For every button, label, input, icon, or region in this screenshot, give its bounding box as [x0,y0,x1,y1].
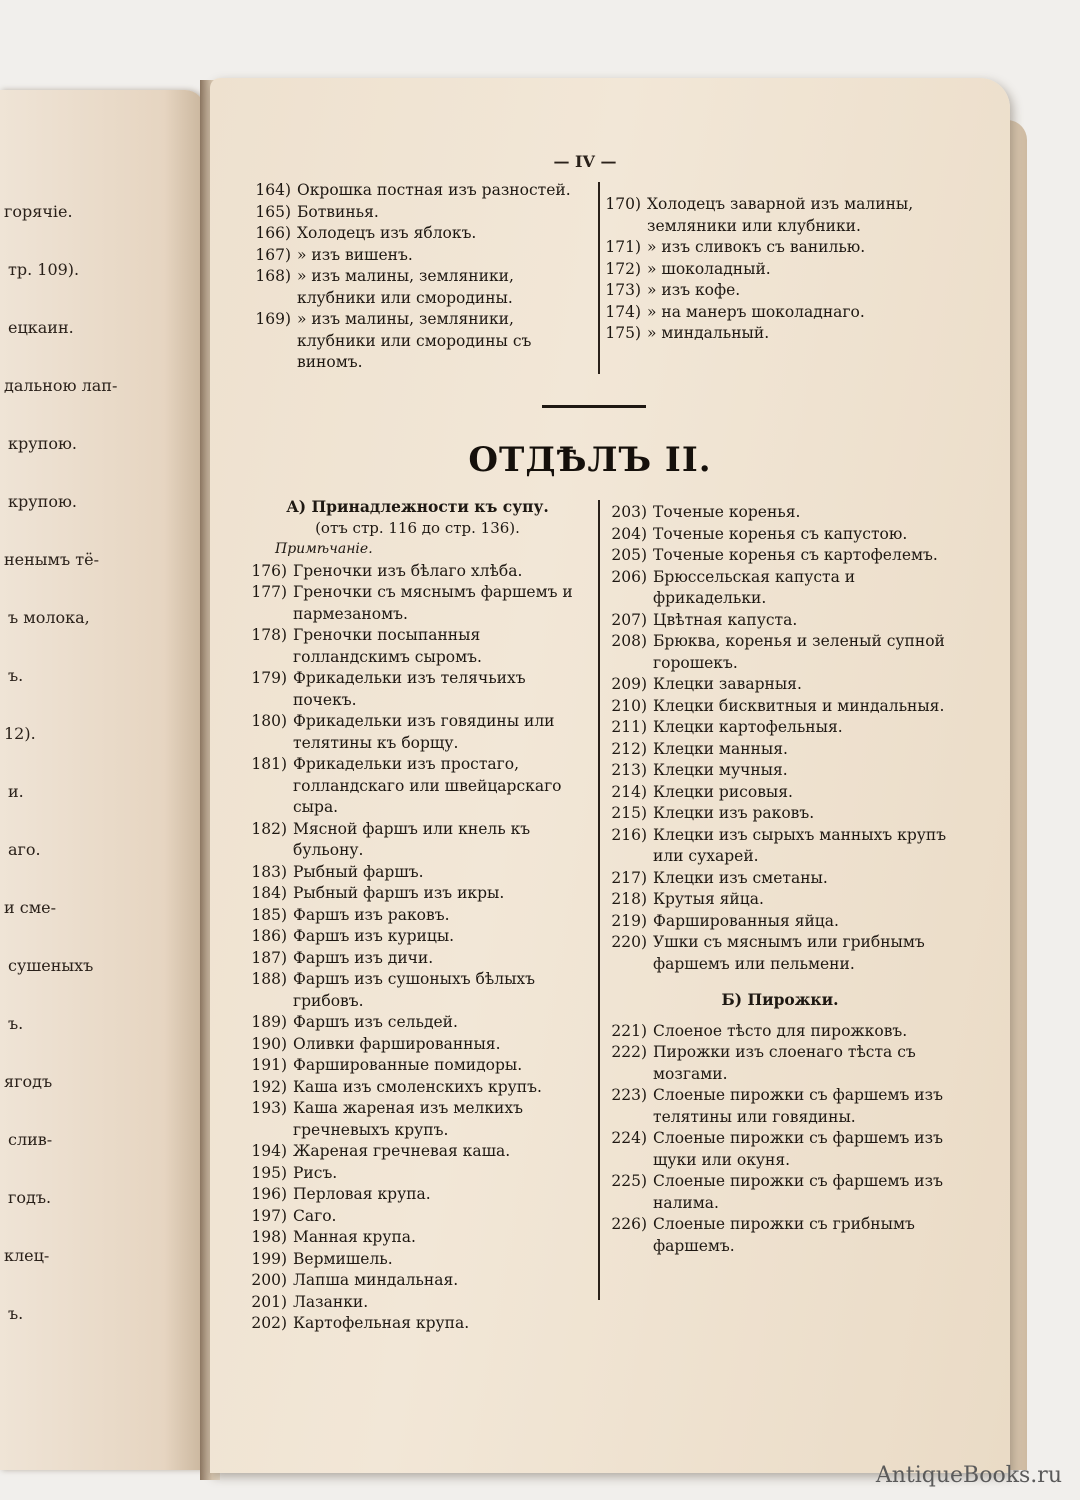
item-number: 220) [611,933,647,951]
list-item [255,223,590,245]
list-item [245,883,590,905]
item-text: Саго. [293,1206,337,1225]
item-number: 183) [251,862,287,881]
item-text: Оливки фаршированныя. [293,1034,501,1053]
list-item [255,202,590,224]
item-number: 190) [251,1034,287,1053]
item-number: 203) [611,503,647,521]
subsection-b-heading: Б) Пирожки. [721,990,839,1009]
list-item [605,932,955,975]
item-text: Клецки манныя. [653,739,788,758]
left-page-fragment: и сме- [4,898,57,917]
item-text: Точеные коренья съ капустою. [653,524,908,543]
item-text: Клецки картофельныя. [653,718,843,736]
item-number: 186) [251,927,287,945]
item-number: 177) [251,583,287,601]
list-item [605,545,955,567]
list-item [245,1141,590,1163]
item-text: Картофельная крупа. [293,1314,470,1332]
item-number: 200) [251,1271,287,1289]
list-item [245,1184,590,1206]
item-number: 178) [251,626,287,644]
list-item [605,237,950,259]
item-number: 168) [255,267,291,285]
item-text: Брюква, коренья и зеленый супной горошекъ. [653,632,945,672]
item-text: » изъ малины, земляники, клубники или смородины съ виномъ. [297,310,532,371]
item-number: 213) [611,761,647,779]
item-number: 221) [611,1021,647,1040]
item-number: 192) [251,1077,287,1096]
list-item [245,711,590,754]
list-item [245,1055,590,1077]
note-label: Примѣчаніе. [275,541,373,557]
item-text: » изъ малины, земляники, клубники или смородины. [297,267,514,307]
item-text: Пирожки изъ слоенаго тѣста съ мозгами. [653,1043,916,1083]
item-text: Ушки съ мяснымъ или грибнымъ фаршемъ или пельмени. [653,933,925,973]
item-text: Фаршъ изъ дичи. [293,948,434,967]
subsection-a-heading: А) Принадлежности къ супу. [286,497,549,516]
section-title: ОТДѢЛЪ II. [468,440,712,480]
left-page-fragment: ненымъ тё- [4,550,99,569]
item-text: Жареная гречневая каша. [293,1142,511,1160]
list-item [245,1313,590,1335]
item-text: Греночки изъ бѣлаго хлѣба. [293,561,523,580]
item-text: Фаршъ изъ сушоныхъ бѣлыхъ грибовъ. [293,970,536,1010]
list-item [245,754,590,819]
item-number: 206) [611,567,647,586]
item-number: 205) [611,546,647,564]
list-item [245,819,590,862]
list-right [605,502,955,975]
item-number: 216) [611,825,647,844]
item-text: Манная крупа. [293,1228,416,1246]
item-number: 172) [605,259,641,278]
item-number: 219) [611,911,647,930]
item-number: 199) [251,1249,287,1268]
list-item [605,1042,955,1085]
list-item [245,1163,590,1185]
left-page-fragment: ъ. [8,1014,24,1033]
top-left-column [255,180,590,374]
item-number: 204) [611,524,647,543]
item-number: 188) [251,970,287,988]
list-item [605,696,955,718]
item-text: Слоеное тѣсто для пирожковъ. [653,1021,908,1040]
item-text: Фрикадельки изъ говядины или телятины къ борщу. [293,712,555,752]
left-page-fragment: ъ молока, [8,608,90,627]
list-item [245,1034,590,1056]
left-page-fragment: 12). [4,724,36,743]
item-number: 166) [255,224,291,242]
item-number: 185) [251,905,287,924]
list-item [245,1292,590,1314]
left-page-fragment: аго. [8,840,41,859]
item-number: 215) [611,804,647,822]
item-number: 169) [255,310,291,328]
item-number: 201) [251,1292,287,1311]
item-text: Каша изъ смоленскихъ крупъ. [293,1077,542,1096]
item-text: Фаршъ изъ сельдей. [293,1013,458,1031]
item-number: 198) [251,1228,287,1246]
item-text: Клецки мучныя. [653,761,788,779]
item-text: Слоеные пирожки съ фаршемъ изъ щуки или окуня. [653,1129,943,1169]
item-text: » изъ кофе. [647,281,741,299]
item-number: 180) [251,712,287,730]
item-number: 187) [251,948,287,967]
item-text: Клецки изъ раковъ. [653,804,815,822]
item-text: Фаршированные помидоры. [293,1056,523,1074]
list-item [605,1171,955,1214]
item-number: 165) [255,202,291,221]
list-item [605,1214,955,1257]
item-text: Слоеные пирожки съ фаршемъ изъ телятины или говядины. [653,1086,943,1126]
list-item [245,969,590,1012]
column-divider-main [598,500,600,1300]
item-number: 197) [251,1206,287,1225]
item-number: 208) [611,632,647,650]
list-item [605,631,955,674]
list-b [605,1021,955,1258]
list-item [245,1098,590,1141]
item-number: 207) [611,610,647,629]
item-text: Рыбный фаршъ. [293,862,424,881]
right-column [605,502,955,1257]
item-text: Лазанки. [293,1292,369,1311]
item-number: 218) [611,890,647,908]
list-item [245,1249,590,1271]
list-item [245,668,590,711]
item-text: Каша жареная изъ мелкихъ гречневыхъ крупъ. [293,1099,523,1139]
left-page-fragment: крупою. [8,434,77,453]
item-text: Рисъ. [293,1163,338,1182]
list-item [605,502,955,524]
item-text: Фрикадельки изъ простаго, голландскаго или швейцарскаго сыра. [293,755,562,816]
list-item [605,782,955,804]
item-text: Клецки рисовыя. [653,782,793,801]
list-item [605,717,955,739]
item-number: 222) [611,1043,647,1061]
item-text: » изъ вишенъ. [297,245,413,264]
item-text: Слоеные пирожки съ грибнымъ фаршемъ. [653,1215,915,1255]
item-number: 174) [605,302,641,321]
list-item [605,803,955,825]
list-item [605,760,955,782]
left-page-fragment: тр. 109). [8,260,80,279]
item-number: 194) [251,1142,287,1160]
item-text: Фаршъ изъ раковъ. [293,905,450,924]
item-text: Точеные коренья съ картофелемъ. [653,546,938,564]
left-page-fragment: горячіе. [4,202,73,221]
list-item [255,245,590,267]
list-item [605,280,950,302]
list-item [245,1077,590,1099]
item-text: Окрошка постная изъ разностей. [297,181,571,199]
item-text: Рыбный фаршъ изъ икры. [293,884,505,902]
item-text: Цвѣтная капуста. [653,610,798,629]
item-number: 214) [611,782,647,801]
item-text: Клецки бисквитныя и миндальныя. [653,696,945,715]
item-number: 217) [611,868,647,887]
list-item [245,1012,590,1034]
left-page [0,90,205,1470]
item-number: 211) [611,718,647,736]
item-number: 181) [251,755,287,773]
list-item [605,674,955,696]
left-page-fragment: ецкаин. [8,318,74,337]
left-page-fragment: ягодъ [4,1072,53,1091]
item-text: Лапша миндальная. [293,1271,459,1289]
list-item [605,302,950,324]
list-item [245,862,590,884]
list-item [605,323,950,345]
item-text: Ботвинья. [297,202,379,221]
left-page-fragment: клец- [4,1246,50,1265]
item-text: Фрикадельки изъ телячьихъ почекъ. [293,669,526,709]
item-text: Брюссельская капуста и фрикадельки. [653,567,856,607]
item-text: Клецки изъ сырыхъ манныхъ крупъ или сухарей. [653,825,947,865]
left-page-fragment: сушеныхъ [8,956,94,975]
left-page-fragment: крупою. [8,492,77,511]
left-page-fragment: ъ. [8,1304,24,1323]
list-item [245,926,590,948]
item-text: » на манеръ шоколаднаго. [647,302,865,321]
item-text: Холодецъ заварной изъ малины, земляники или клубники. [647,195,914,235]
list-item [605,889,955,911]
item-text: » шоколадный. [647,259,771,278]
item-text: » изъ сливокъ съ ванилью. [647,238,866,256]
left-page-fragment: ъ. [8,666,24,685]
list-item [245,561,590,583]
left-page-fragment: дальною лап- [4,376,118,395]
list-item [605,868,955,890]
list-item [255,266,590,309]
list-item [605,610,955,632]
left-column [245,496,590,1335]
list-left [245,561,590,1335]
left-page-fragment: годъ. [8,1188,52,1207]
list-item [245,948,590,970]
item-number: 226) [611,1215,647,1233]
item-text: Греночки съ мяснымъ фаршемъ и пармезаномъ. [293,583,573,623]
list-item [245,1270,590,1292]
item-number: 179) [251,669,287,687]
top-right-column [605,194,950,345]
list-item [255,309,590,374]
list-item [605,567,955,610]
item-number: 212) [611,739,647,758]
item-number: 193) [251,1099,287,1117]
subsection-a-range: (отъ стр. 116 до стр. 136). [315,518,520,537]
item-number: 210) [611,696,647,715]
item-text: Слоеные пирожки съ фаршемъ изъ налима. [653,1172,943,1212]
item-number: 191) [251,1056,287,1074]
watermark: AntiqueBooks.ru [875,1463,1062,1488]
list-item [245,1227,590,1249]
item-number: 209) [611,675,647,693]
item-text: Греночки посыпанныя голландскимъ сыромъ. [293,626,482,666]
list-item [245,905,590,927]
item-text: Точеные коренья. [653,503,801,521]
item-text: Перловая крупа. [293,1185,431,1203]
item-number: 196) [251,1185,287,1203]
list-item [245,582,590,625]
item-number: 171) [605,238,641,256]
column-divider-top [598,182,600,374]
left-page-fragment: и. [8,782,24,801]
item-number: 176) [251,561,287,580]
item-text: Клецки заварныя. [653,675,802,693]
left-page-fragment: слив- [8,1130,53,1149]
item-number: 202) [251,1314,287,1332]
list-item [605,1085,955,1128]
item-text: » миндальный. [647,324,770,342]
item-number: 164) [255,181,291,199]
item-text: Фаршъ изъ курицы. [293,927,455,945]
item-text: Крутыя яйца. [653,890,764,908]
list-item [605,194,950,237]
item-text: Фаршированныя яйца. [653,911,839,930]
list-item [245,1206,590,1228]
item-number: 175) [605,324,641,342]
item-number: 189) [251,1013,287,1031]
list-item [605,524,955,546]
item-number: 195) [251,1163,287,1182]
section-rule [542,405,646,408]
item-number: 167) [255,245,291,264]
list-item [605,739,955,761]
list-item [605,911,955,933]
item-number: 184) [251,884,287,902]
list-item [255,180,590,202]
item-text: Клецки изъ сметаны. [653,868,828,887]
list-item [605,259,950,281]
list-item [605,825,955,868]
item-number: 225) [611,1172,647,1190]
item-number: 223) [611,1086,647,1104]
item-number: 224) [611,1129,647,1147]
list-item [605,1128,955,1171]
item-number: 182) [251,819,287,838]
page-number: — IV — [553,152,617,171]
list-item [605,1021,955,1043]
item-number: 173) [605,281,641,299]
item-text: Вермишель. [293,1249,393,1268]
list-item [245,625,590,668]
item-text: Холодецъ изъ яблокъ. [297,224,477,242]
item-text: Мясной фаршъ или кнель къ бульону. [293,819,531,859]
item-number: 170) [605,195,641,213]
